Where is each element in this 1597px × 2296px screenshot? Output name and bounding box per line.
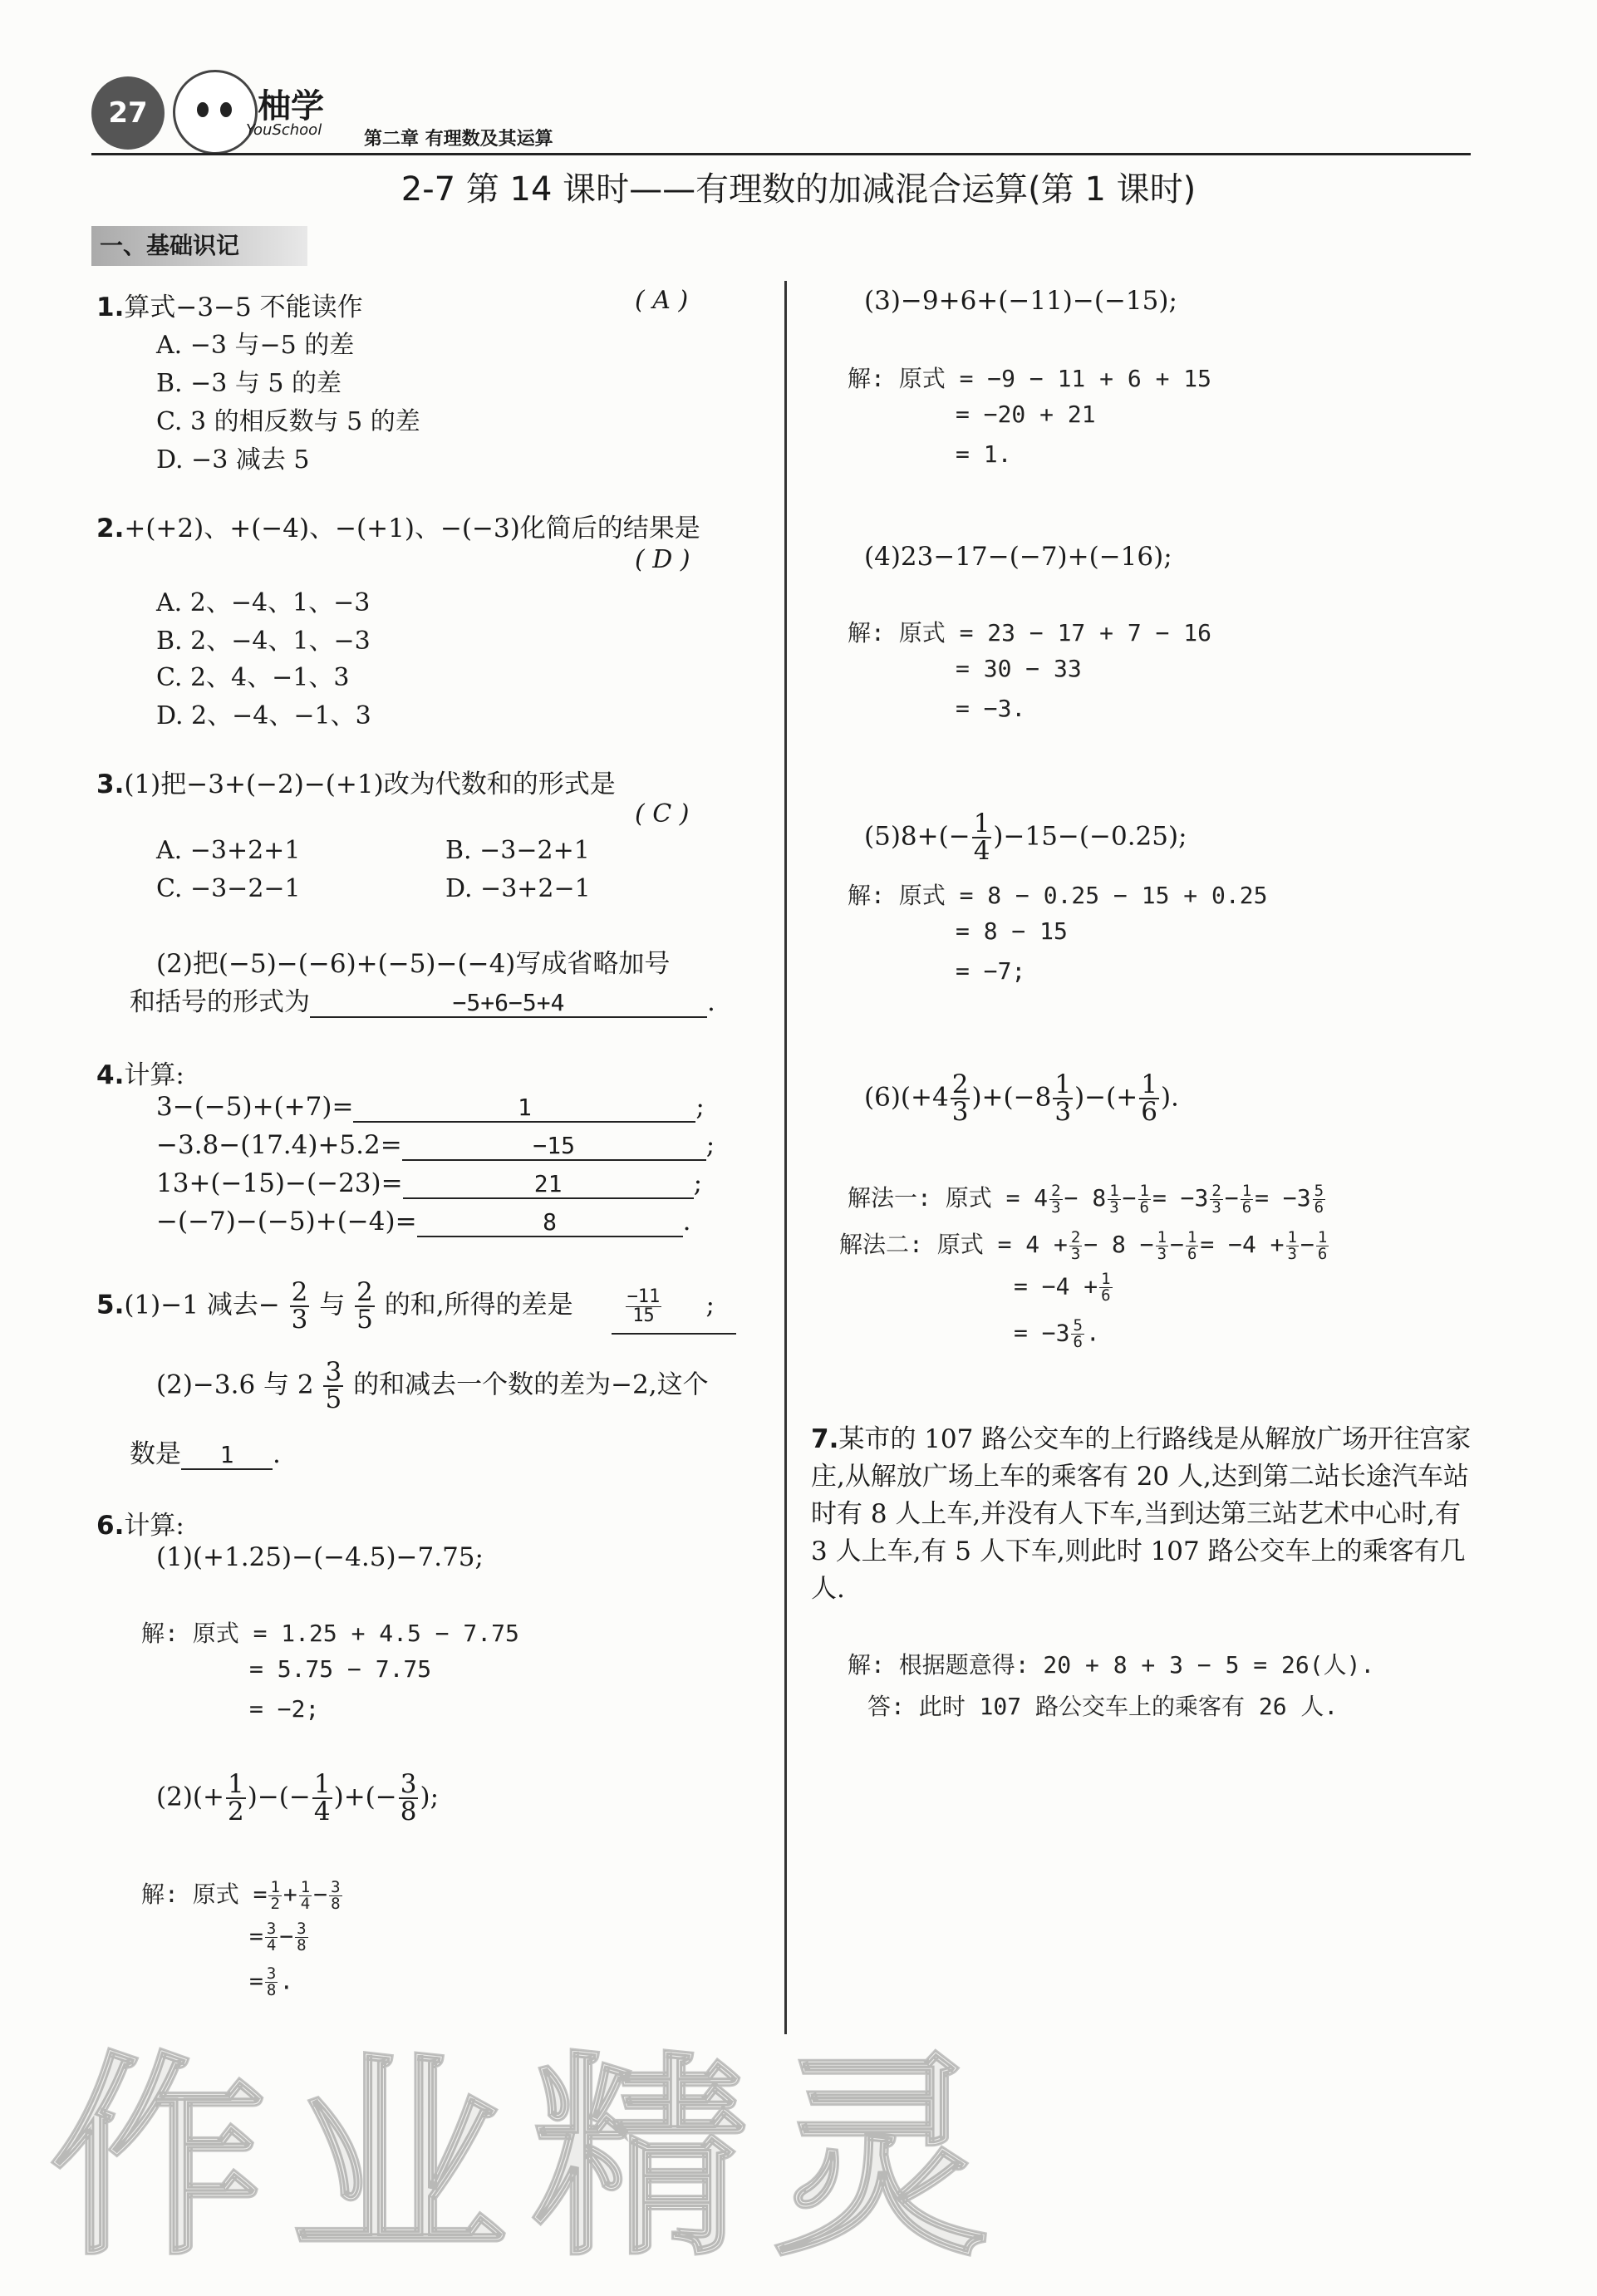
answer-blank: 21 [403, 1170, 694, 1199]
question-3-stem: 3.(1)把−3+(−2)−(+1)改为代数和的形式是 [96, 769, 616, 799]
question-6-part1: (1)(+1.25)−(−4.5)−7.75; [156, 1542, 484, 1572]
question-3-answer-blank: −5+6−5+4 [310, 989, 707, 1018]
question-2-stem: 2.+(+2)、+(−4)、−(+1)、−(−3)化简后的结果是 [96, 514, 700, 543]
question-2-option: D. 2、−4、−1、3 [156, 701, 371, 730]
question-4-stem: 4.计算: [96, 1060, 184, 1090]
solution-line: = $\frac{3}{8}$ . [249, 1964, 294, 1999]
solution-line: = $\frac{3}{4}$ − $\frac{3}{8}$ [249, 1920, 307, 1954]
section-heading: 一、基础识记 [91, 226, 307, 266]
question-1-stem: 1.算式−3−5 不能读作 [96, 293, 363, 322]
question-3-part2-cont: 和括号的形式为 −5+6−5+4 . [130, 987, 715, 1017]
mascot-logo-icon [173, 70, 258, 155]
solution-line: = −7; [956, 957, 1026, 985]
column-divider [784, 281, 787, 2034]
answer-blank: 1 [353, 1094, 695, 1123]
solution-line: 解法一: 原式 = 4 $\frac{2}{3}$ − 8 $\frac{1}{3}$ − $\frac{1}{6}$ = −3 $\frac{2}{3}$ − $\frac{1}{6}$ = −3 $\frac{5}{6}$ [848, 1181, 1324, 1217]
solution-line: 解法二: 原式 = 4 + $\frac{2}{3}$ − 8 − $\frac{1}{3}$ − $\frac{1}{6}$ = −4 + $\frac{1}{3}$ − $\frac{1}{6}$ [839, 1227, 1328, 1263]
solution-line: = −4 + $\frac{1}{6}$ [1014, 1270, 1111, 1305]
question-6-part3: (3)−9+6+(−11)−(−15); [864, 286, 1177, 316]
fraction: $\frac{3}{5}$ [325, 1357, 342, 1414]
question-4-row: 3−(−5)+(+7)= 1 ; [156, 1092, 705, 1122]
question-1-option: D. −3 减去 5 [156, 445, 310, 474]
question-6-part4: (4)23−17−(−7)+(−16); [864, 542, 1172, 572]
solution-line: = −3 $\frac{5}{6}$ . [1014, 1316, 1100, 1351]
solution-line: 解: 原式 = $\frac{1}{2}$ + $\frac{1}{4}$ − $\frac{3}{8}$ [141, 1877, 341, 1913]
question-2-answer: ( D ) [635, 545, 690, 574]
question-5-part1: 5.(1)−1 减去− $\frac{2}{3}$ 与 $\frac{2}{5}$ 的和,所得的差是 $\frac{-11}{15}$ ; [96, 1277, 715, 1335]
question-4-row: 13+(−15)−(−23)= 21 ; [156, 1168, 703, 1198]
question-5-answer2-blank: 1 [181, 1441, 273, 1470]
question-1-option: B. −3 与 5 的差 [156, 369, 342, 398]
solution-line: = −2; [249, 1695, 320, 1723]
answer-blank: 8 [417, 1208, 683, 1237]
answer-underline [612, 1333, 736, 1335]
solution-line: = −3. [956, 695, 1026, 722]
solution-line: 解: 根据题意得: 20 + 8 + 3 − 5 = 26(人). [848, 1651, 1375, 1679]
solution-line: = 30 − 33 [956, 655, 1082, 682]
question-3-option: A. −3+2+1 [156, 836, 301, 865]
question-2-option: C. 2、4、−1、3 [156, 663, 350, 692]
question-5-part2-cont: 数是 1 . [130, 1439, 281, 1469]
question-3-answer: ( C ) [635, 799, 690, 828]
question-2-option: A. 2、−4、1、−3 [156, 588, 371, 617]
solution-line: = −20 + 21 [956, 401, 1096, 428]
brand-logo: 柚学 [258, 87, 324, 125]
question-1-option: A. −3 与−5 的差 [156, 331, 355, 360]
question-7: 7.某市的 107 路公交车的上行路线是从解放广场开往宫家庄,从解放广场上车的乘客有 20 人,达到第二站长途汽车站时有 8 人上车,并没有人下车,当到达第三站艺术中心时,有 3 人上车,有 5 人下车,则此时 107 路公交车上的乘客有几人. [811, 1424, 1472, 1604]
question-1-answer: ( A ) [635, 286, 689, 315]
question-1-option: C. 3 的相反数与 5 的差 [156, 407, 420, 436]
header-divider [91, 153, 1471, 155]
solution-line: = 8 − 15 [956, 917, 1068, 945]
solution-line: = 5.75 − 7.75 [249, 1655, 432, 1683]
question-6-stem: 6.计算: [96, 1511, 184, 1541]
question-4-row: −(−7)−(−5)+(−4)= 8 . [156, 1207, 691, 1236]
fraction: $\frac{2}{5}$ [356, 1277, 373, 1335]
solution-line: 答: 此时 107 路公交车上的乘客有 26 人. [867, 1693, 1339, 1720]
question-5-part2: (2)−3.6 与 2 $\frac{3}{5}$ 的和减去一个数的差为−2,这个 [156, 1357, 709, 1414]
solution-line: 解: 原式 = 1.25 + 4.5 − 7.75 [141, 1620, 519, 1647]
solution-line: 解: 原式 = 23 − 17 + 7 − 16 [848, 619, 1212, 647]
brand-subtitle: YouSchool [246, 121, 322, 139]
question-6-part6: (6)(+4 $\frac{2}{3}$ )+(−8 $\frac{1}{3}$ )−(+ $\frac{1}{6}$ ). [864, 1069, 1179, 1127]
fraction: $\frac{2}{3}$ [291, 1277, 308, 1335]
answer-blank: −15 [402, 1132, 706, 1161]
question-3-option: B. −3−2+1 [445, 836, 590, 865]
question-3-option: C. −3−2−1 [156, 874, 301, 903]
page-number: 27 [91, 76, 165, 150]
question-6-part5: (5)8+(− $\frac{1}{4}$ )−15−(−0.25); [864, 809, 1187, 866]
watermark: 作业精灵 [50, 2034, 1014, 2285]
chapter-heading: 第二章 有理数及其运算 [364, 129, 553, 150]
question-4-row: −3.8−(17.4)+5.2= −15 ; [156, 1130, 715, 1160]
question-3-part2: (2)把(−5)−(−6)+(−5)−(−4)写成省略加号 [156, 949, 671, 979]
solution-line: 解: 原式 = −9 − 11 + 6 + 15 [848, 365, 1212, 392]
solution-line: = 1. [956, 440, 1012, 468]
page-title: 2-7 第 14 课时——有理数的加减混合运算(第 1 课时) [400, 170, 1197, 209]
question-6-part2: (2)(+ $\frac{1}{2}$ )−(− $\frac{1}{4}$ )+(− $\frac{3}{8}$ ); [156, 1769, 440, 1826]
question-3-option: D. −3+2−1 [445, 874, 591, 903]
solution-line: 解: 原式 = 8 − 0.25 − 15 + 0.25 [848, 882, 1268, 909]
question-5-answer-blank: $\frac{-11}{15}$ [627, 1286, 661, 1326]
question-2-option: B. 2、−4、1、−3 [156, 627, 371, 656]
